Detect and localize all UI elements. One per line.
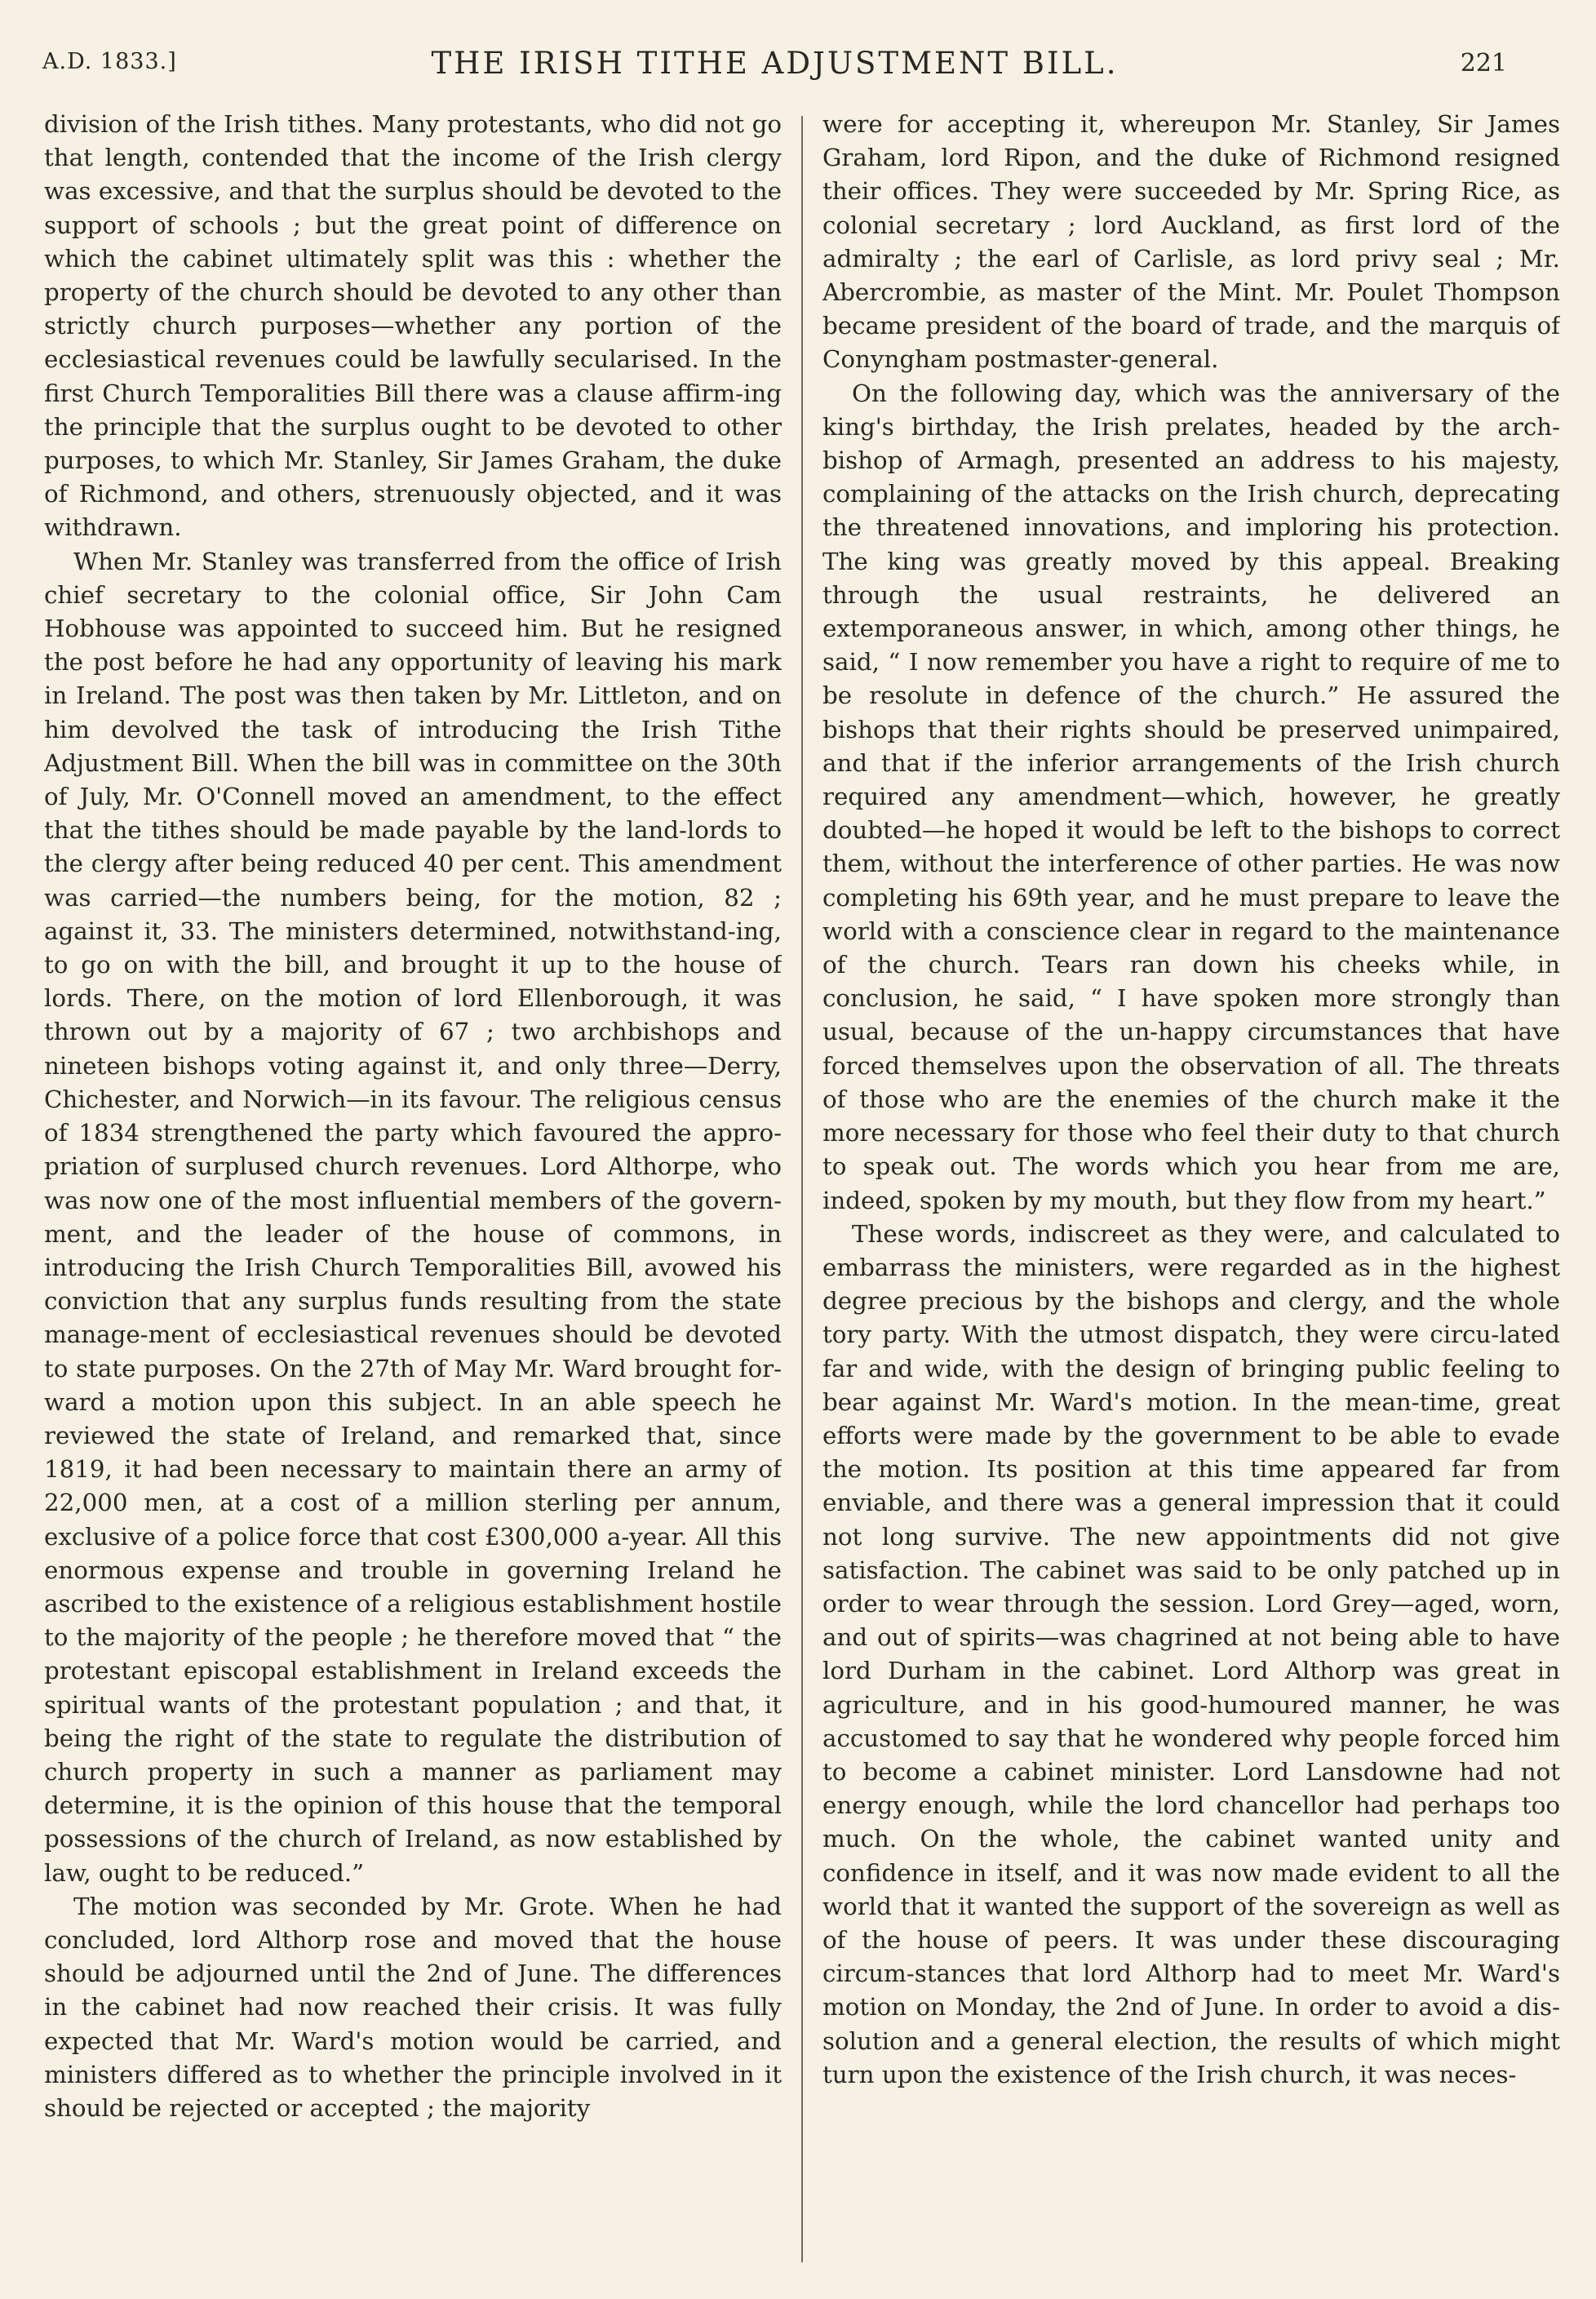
right-column — [822, 108, 1560, 2262]
header-date: A.D. 1833.] — [42, 49, 177, 74]
paragraph: On the following day, which was the anniversary of the king's birthday, the Irish prelates, headed by the arch-bishop of Armagh, presented an address to his majesty, complaining of the attacks on the Irish church, deprecating the threatened innovations, and imploring his protection. The king was greatly moved by this appeal. Breaking through the usual restraints, he delivered an extemporaneous answer, in which, among other things, he said, “ I now remember you have a right to require of me to be resolute in defence of the church.” He assured the bishops that their rights should be preserved unimpaired, and that if the inferior arrangements of the Irish church required any amendment—which, however, he greatly doubted—he hoped it would be left to the bishops to correct them, without the interference of other parties. He was now completing his 69th year, and he must prepare to leave the world with a conscience clear in regard to the maintenance of the church. Tears ran down his cheeks while, in conclusion, he said, “ I have spoken more strongly than usual, because of the un-happy circumstances that have forced themselves upon the observation of all. The threats of those who are the enemies of the church make it the more necessary for those who feel their duty to that church to speak out. The words which you hear from me are, indeed, spoken by my mouth, but they flow from my heart.” — [822, 379, 1560, 1214]
left-column — [44, 108, 782, 2262]
page-number: 221 — [1460, 49, 1507, 78]
page-header — [42, 42, 1507, 91]
paragraph: These words, indiscreet as they were, and calculated to embarrass the ministers, were regarded as in the highest degree precious by the bishops and clergy, and the whole tory party. With the utmost dispatch, they were circu-lated far and wide, with the design of bringing public feeling to bear against Mr. Ward's motion. In the mean-time, great efforts were made by the government to be able to evade the motion. Its position at this time appeared far from enviable, and there was a general impression that it could not long survive. The new appointments did not give satisfaction. The cabinet was said to be only patched up in order to wear through the session. Lord Grey—aged, worn, and out of spirits—was chagrined at not being able to have lord Durham in the cabinet. Lord Althorp was great in agriculture, and in his good-humoured manner, he was accustomed to say that he wondered why people forced him to become a cabinet minister. Lord Lansdowne had not energy enough, while the lord chancellor had perhaps too much. On the whole, the cabinet wanted unity and confidence in itself, and it was now made evident to all the world that it wanted the support of the sovereign as well as of the house of peers. It was under these discouraging circum-stances that lord Althorp had to meet Mr. Ward's motion on Monday, the 2nd of June. In order to avoid a dis-solution and a general election, the results of which might turn upon the existence of the Irish church, it was neces- — [822, 1219, 1560, 2088]
paragraph: were for accepting it, whereupon Mr. Stanley, Sir James Graham, lord Ripon, and the duke of Richmond resigned their offices. They were succeeded by Mr. Spring Rice, as colonial secretary ; lord Auckland, as first lord of the admiralty ; the earl of Carlisle, as lord privy seal ; Mr. Abercrombie, as master of the Mint. Mr. Poulet Thompson became president of the board of trade, and the marquis of Conyngham postmaster-general. — [822, 110, 1560, 374]
paragraph: division of the Irish tithes. Many protestants, who did not go that length, contended that the income of the Irish clergy was excessive, and that the surplus should be devoted to the support of schools ; but the great point of difference on which the cabinet ultimately split was this : whether the property of the church should be devoted to any other than strictly church purposes—whether any portion of the ecclesiastical revenues could be lawfully secularised. In the first Church Temporalities Bill there was a clause affirm-ing the principle that the surplus ought to be devoted to other purposes, to which Mr. Stanley, Sir James Graham, the duke of Richmond, and others, strenuously objected, and it was withdrawn. — [44, 110, 782, 542]
paragraph: When Mr. Stanley was transferred from the office of Irish chief secretary to the colonial office, Sir John Cam Hobhouse was appointed to succeed him. But he resigned the post before he had any opportunity of leaving his mark in Ireland. The post was then taken by Mr. Littleton, and on him devolved the task of introducing the Irish Tithe Adjustment Bill. When the bill was in committee on the 30th of July, Mr. O'Connell moved an amendment, to the effect that the tithes should be made payable by the land-lords to the clergy after being reduced 40 per cent. This amendment was carried—the numbers being, for the motion, 82 ; against it, 33. The ministers determined, notwithstand-ing, to go on with the bill, and brought it up to the house of lords. There, on the motion of lord Ellenborough, it was thrown out by a majority of 67 ; two archbishops and nineteen bishops voting against it, and only three—Derry, Chichester, and Norwich—in its favour. The religious census of 1834 strengthened the party which favoured the appro-priation of surplused church revenues. Lord Althorpe, who was now one of the most influential members of the govern-ment, and the leader of the house of commons, in introducing the Irish Church Temporalities Bill, avowed his conviction that any surplus funds resulting from the state manage-ment of ecclesiastical revenues should be devoted to state purposes. On the 27th of May Mr. Ward brought for-ward a motion upon this subject. In an able speech he reviewed the state of Ireland, and remarked that, since 1819, it had been necessary to maintain there an army of 22,000 men, at a cost of a million sterling per annum, exclusive of a police force that cost £300,000 a-year. All this enormous expense and trouble in governing Ireland he ascribed to the existence of a religious establishment hostile to the majority of the people ; he therefore moved that “ the protestant episcopal establishment in Ireland exceeds the spiritual wants of the protestant population ; and that, it being the right of the state to regulate the distribution of church property in such a manner as parliament may determine, it is the opinion of this house that the temporal possessions of the church of Ireland, as now established by law, ought to be reduced.” — [44, 547, 782, 1887]
paragraph: The motion was seconded by Mr. Grote. When he had concluded, lord Althorp rose and moved that the house should be adjourned until the 2nd of June. The differences in the cabinet had now reached their crisis. It was fully expected that Mr. Ward's motion would be carried, and ministers differed as to whether the principle involved in it should be rejected or accepted ; the majority — [44, 1892, 782, 2122]
column-divider — [801, 116, 803, 2262]
running-title: THE IRISH TITHE ADJUSTMENT BILL. — [431, 46, 1119, 81]
